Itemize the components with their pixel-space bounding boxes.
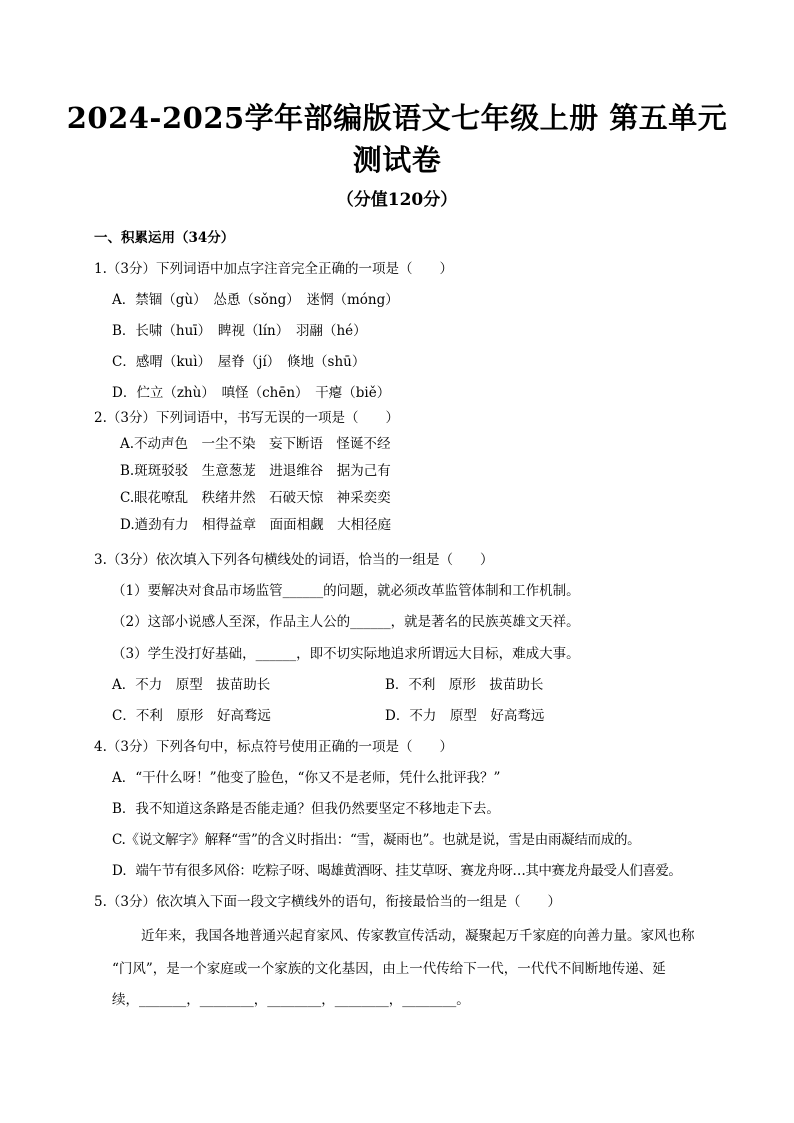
question-4-stem: 4.（3分）下列各句中，标点符号使用正确的一项是（ ） (94, 739, 453, 755)
question-4-option-a: A．“干什么呀！”他变了脸色，“你又不是老师，凭什么批评我？” (112, 770, 501, 786)
question-3-option-b: B．不利 原形 拔苗助长 (385, 677, 544, 693)
question-3-sentence-2: （2）这部小说感人至深，作品主人公的______，就是著名的民族英雄文天祥。 (112, 614, 580, 630)
question-2-option-d: D.遒劲有力 相得益章 面面相觑 大相径庭 (120, 517, 392, 533)
page-title-continued: 测试卷 (352, 143, 442, 177)
question-3-option-a: A．不力 原型 拔苗助长 (112, 677, 271, 693)
question-5-stem: 5.（3分）依次填入下面一段文字横线外的语句，衔接最恰当的一组是（ ） (94, 894, 561, 910)
question-1-stem: 1.（3分）下列词语中加点字注音完全正确的一项是（ ） (94, 261, 453, 277)
question-3-stem: 3.（3分）依次填入下列各句横线处的词语，恰当的一组是（ ） (94, 552, 494, 568)
question-2-option-a: A.不动声色 一尘不染 妄下断语 怪诞不经 (120, 436, 391, 452)
question-1-option-a: A．禁锢（gù） 怂恿（sǒng） 迷惘（móng） (112, 292, 399, 308)
question-3-sentence-3: （3）学生没打好基础，______，即不切实际地追求所谓远大目标，难成大事。 (112, 646, 580, 662)
question-2-stem: 2.（3分）下列词语中，书写无误的一项是（ ） (94, 410, 399, 426)
question-2-option-b: B.斑斑驳驳 生意葱茏 进退维谷 据为己有 (120, 463, 391, 479)
question-2-option-c: C.眼花嘹乱 秩绪井然 石破天惊 神采奕奕 (120, 490, 391, 506)
question-4-option-d: D．端午节有很多风俗：吃粽子呀、喝雄黄酒呀、挂艾草呀、赛龙舟呀…其中赛龙舟最受人们喜爱。 (112, 863, 682, 879)
question-5-paragraph-line-1: 近年来，我国各地普通兴起育家风、传家教宣传活动，凝聚起万千家庭的向善力量。家风也称 (141, 928, 695, 944)
question-3-option-c: C．不利 原形 好高骛远 (112, 708, 271, 724)
question-1-option-b: B．长啸（huī） 睥视（lín） 羽翮（hé） (112, 323, 367, 339)
question-4-option-c: C.《说文解字》解释“雪”的含义时指出：“雪，凝雨也”。也就是说，雪是由雨凝结而成的。 (112, 832, 641, 848)
question-1-option-d: D．伫立（zhù） 嗔怪（chēn） 干瘪（biě） (112, 385, 391, 401)
question-3-sentence-1: （1）要解决对食品市场监管______的问题，就必须改革监管体制和工作机制。 (112, 583, 580, 599)
question-5-paragraph-line-2: “门风”，是一个家庭或一个家族的文化基因，由上一代传给下一代，一代代不间断地传递、延 (112, 961, 666, 977)
question-5-paragraph-line-3: 续，_______，________，________，________，________。 (112, 992, 470, 1008)
section-heading: 一、积累运用（34分） (94, 230, 235, 246)
question-3-option-d: D．不力 原型 好高骛远 (385, 708, 545, 724)
page-title: 2024-2025学年部编版语文七年级上册 第五单元 (66, 101, 728, 135)
question-1-option-c: C．感喟（kuì） 屋脊（jí） 倏地（shū） (112, 354, 366, 370)
question-4-option-b: B．我不知道这条路是否能走通？但我仍然要坚定不移地走下去。 (112, 801, 500, 817)
score-note: （分值120分） (336, 190, 458, 210)
